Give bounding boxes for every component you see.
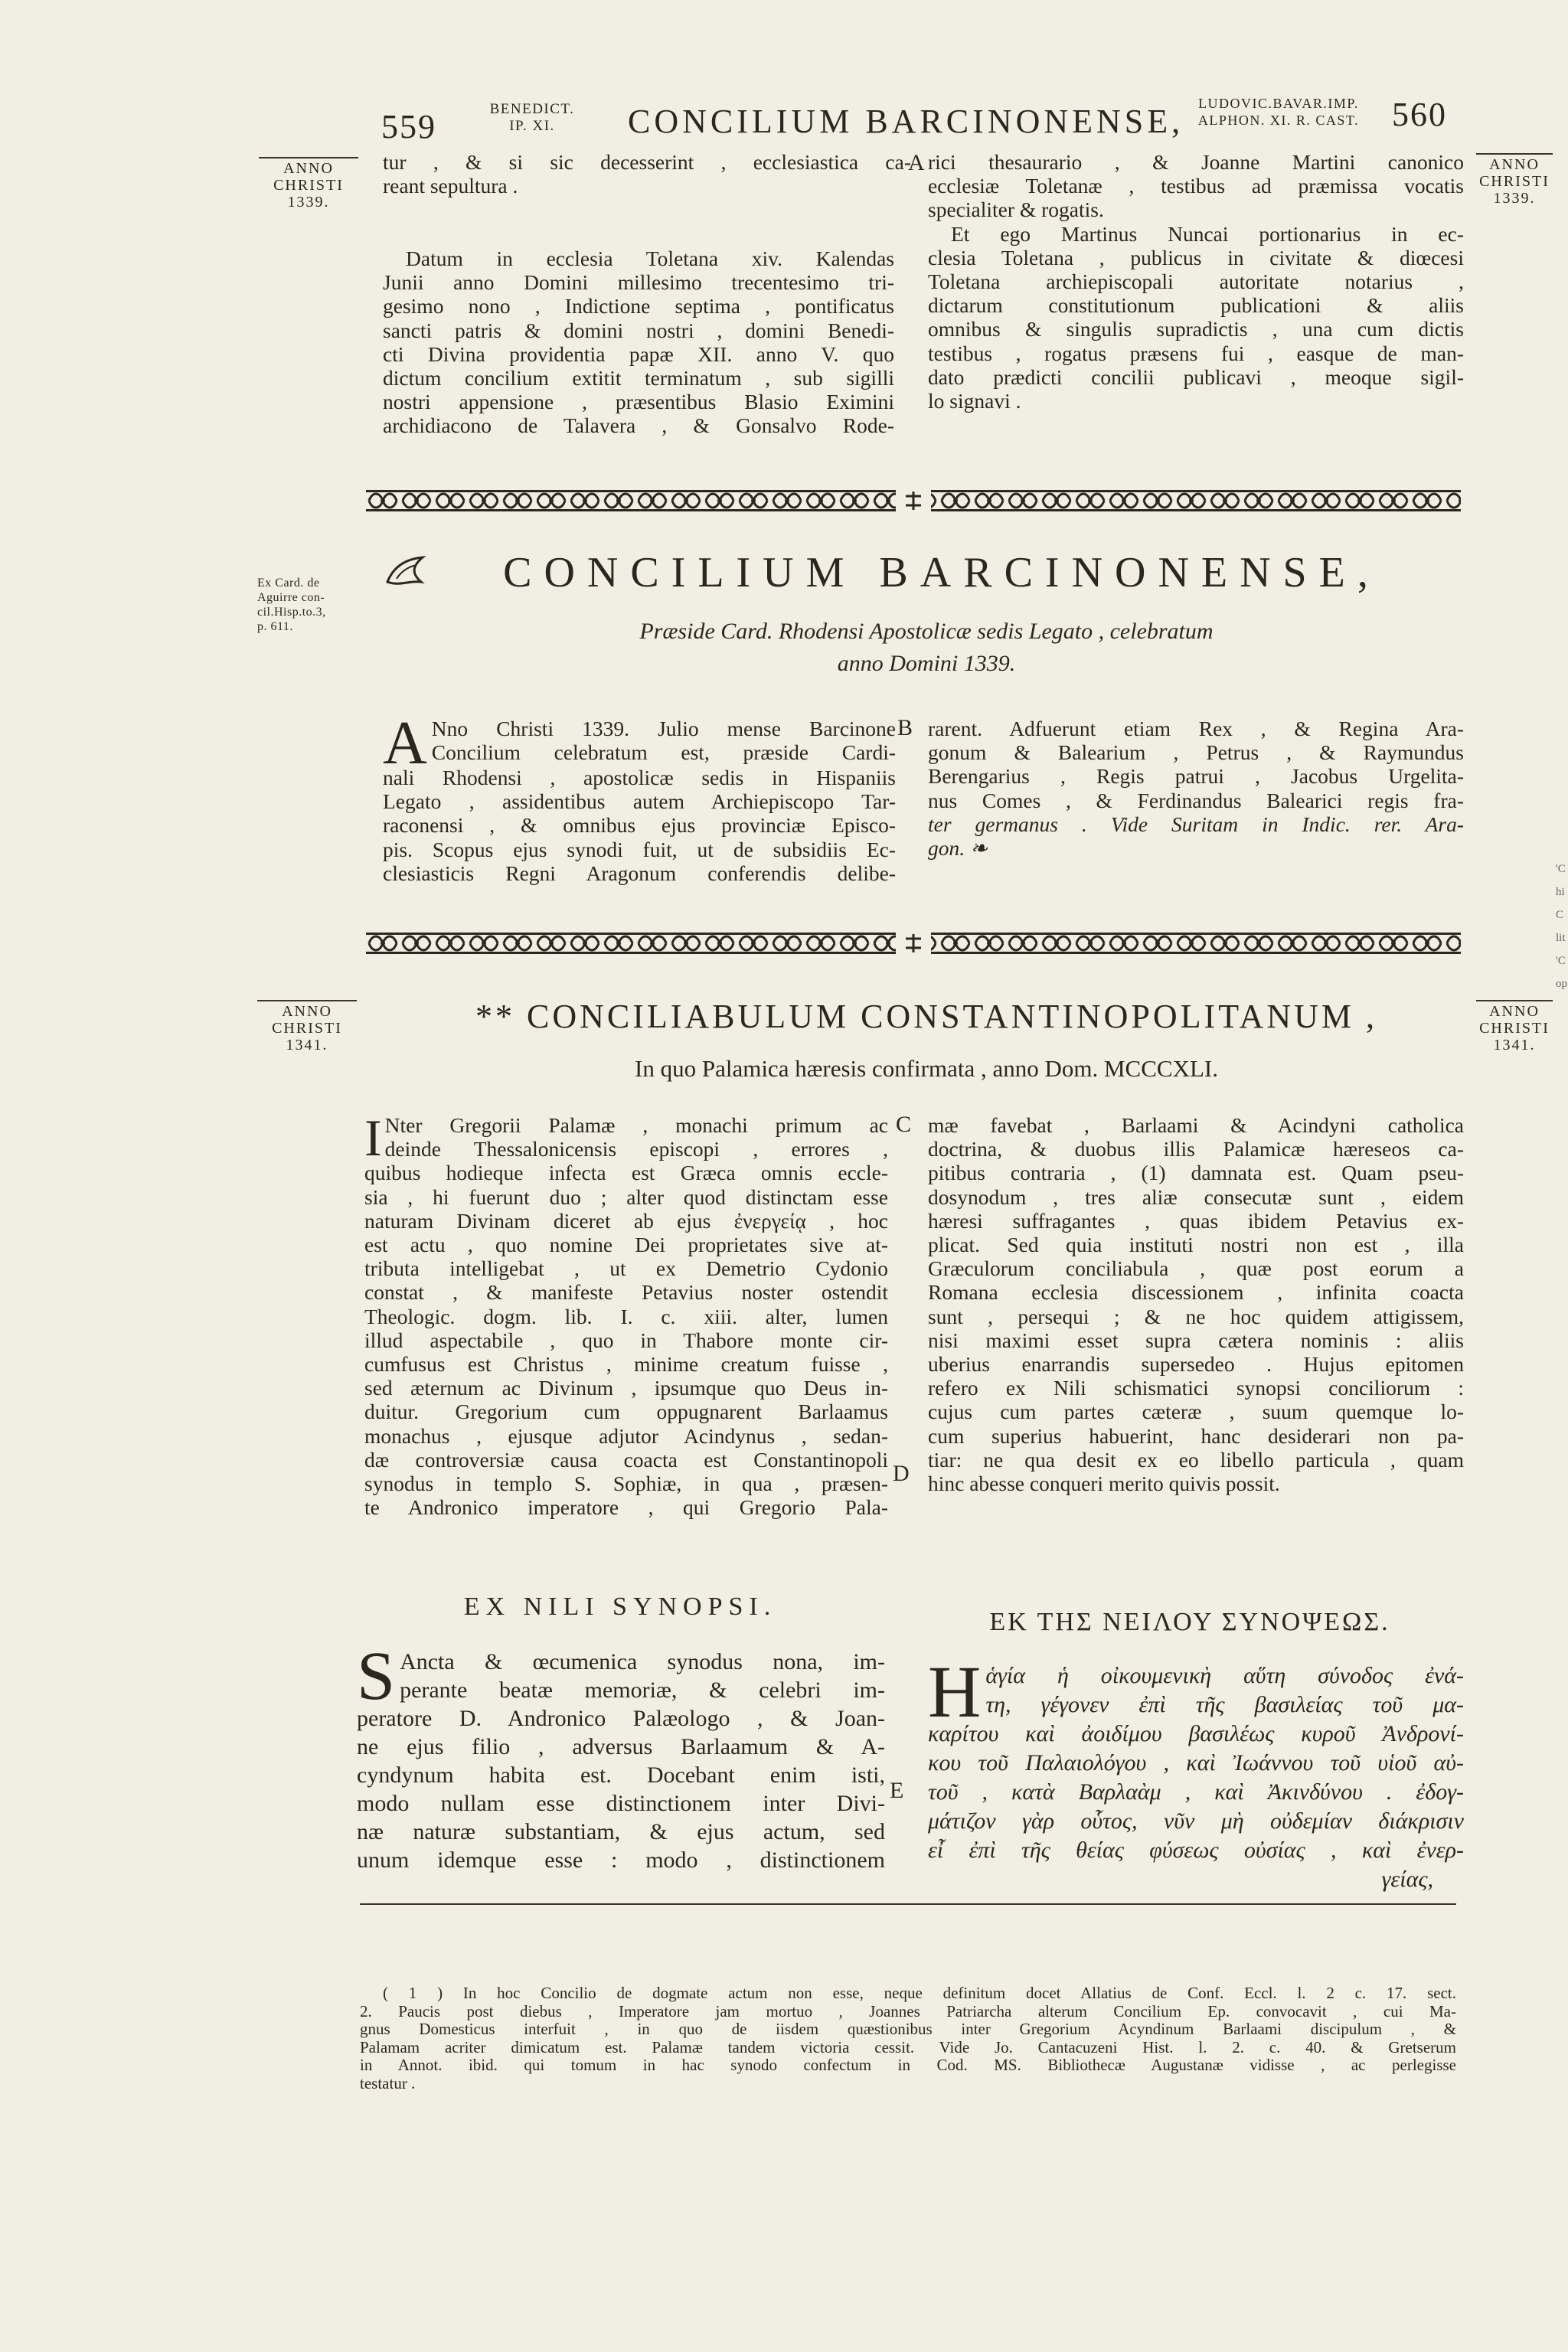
column-letter-c: C [896,1112,912,1137]
left-page-number: 559 [381,108,436,145]
section-title-conciliabulum: ** CONCILIABULUM CONSTANTINOPOLITANUM , [475,998,1378,1035]
greek-heading: ΕΚ ΤΗΣ ΝΕΙΛΟΥ ΣΥΝΟΨΕΩΣ. [989,1608,1390,1636]
margin-anno-right-1: ANNO CHRISTI 1339. [1476,153,1553,207]
ornament-svg-2 [366,933,1461,954]
section3-subtitle: In quo Palamica hæresis confirmata , anno Dom. MCCCXLI. [635,1055,1218,1082]
top-right-column: rici thesaurario , & Joanne Martini canonico ecclesiæ Toletanæ , testibus ad præmissa vocatis specialiter & rogatis. Et ego Martinus Nuncai portionarius in ec- clesia Toletana , publicus in civitate & diœcesi Toletana archiepiscopali autoritate notarius , dictarum constitutionum publicationi & aliis omnibus & singulis supradictis , una cum dictis testibus , rogatus præsens fui , easque de man- dato prædicti concilii publicavi , meoque sigil- lo signavi . [928,150,1464,413]
column-letter-e: E [890,1778,904,1803]
fleuron-icon: ❧ [970,836,988,861]
margin-source-note: Ex Card. de Aguirre con- cil.Hisp.to.3, p. 611. [257,577,326,633]
left-running-head: BENEDICT. IP. XI. [489,101,575,134]
ornamental-band [366,490,1461,511]
margin-anno-left-2: ANNO CHRISTI 1341. [257,1000,357,1054]
footnote: ( 1 ) In hoc Concilio de dogmate actum non esse, neque definitum docet Allatius de Conf. Eccl. l. 2 c. 17. sect. 2. Paucis post diebus , Imperatore jam mortuo , Joannes Patriarcha alterum Concilium Ep. convocavit , cui Ma- gnus Domesticus interfuit , in quo de iisdem quæstionibus inter Gregorium Acyndinum Barlaami discipulum , & Palamam acriter dimicatum est. Palamæ tandem victoria cessit. Vide Jo. Cantacuzeni Hist. l. 2. c. 40. & Gretserum in Annot. ibid. qui tomum in hac synodo confectum in Cod. MS. Bibliothecæ Augustanæ vidisse , ac perlegisse testatur . [360,1984,1456,2092]
footnote-rule [360,1903,1456,1905]
section3-right-column: mæ favebat , Barlaami & Acindyni catholica doctrina, & duobus illis Palamicæ hæreseos ca- pitibus contraria , (1) damnata est. Quam pseu- dosynodum , tres aliæ consecutæ sunt , eidem hæresi suffragantes , quas ibidem Petavius ex- plicat. Sed quia instituti nostri non est , illa Græculorum conciliabula , quæ post eorum a Romana ecclesia discessionem , infinita coacta sunt , persequi ; & ne hoc quidem attigissem, nisi maximi esset supra cætera nominis : aliis uberius enarrandis supersedeo . Hujus epitomen refero ex Nili schismatici synopsi conciliorum : cujus cum partes cæteræ , suum quemque lo- cum superius habuerint, hanc desiderari non pa- tiar: ne qua desit ex eo libello particula , quam hinc abesse conqueri merito quivis possit. [928,1113,1464,1496]
column-letter-b: B [897,715,913,740]
hand-fleuron-icon [383,551,429,593]
right-page-number: 560 [1392,96,1447,133]
column-letter-d: D [893,1461,910,1486]
section2-left-column: A Nno Christi 1339. Julio mense Barcinone Concilium celebratum est, præside Cardi- nali Rhodensi , apostolicæ sedis in Hispaniis Legato , assidentibus autem Archiepiscopo Tar- raconensi , & omnibus ejus provinciæ Episco- pis. Scopus ejus synodi fuit, ut de subsidiis Ec- clesiasticis Regni Aragonum conferendis delibe- [383,710,896,885]
adjacent-page-edge: 'C hi C lit 'C op [1556,863,1567,990]
latin-heading: EX NILI SYNOPSI. [463,1592,777,1621]
ornament-svg [366,490,1461,511]
top-left-column: tur , & si sic decesserint , ecclesiastica ca- reant sepultura . [383,150,911,198]
ornamental-band-2 [366,933,1461,954]
greek-synopsis-column: Η ἁγία ἡ οἰκουμενικὴ αὕτη σύνοδος ἐνά- τη, γέγονεν ἐπὶ τῆς βασιλείας τοῦ μα- καρίτου καὶ ἀοιδίμου βασιλέως κυροῦ Ἀνδρονί- κου τοῦ Παλαιολόγου , καὶ Ἰωάννου τοῦ υἱοῦ αὐ- τοῦ , κατὰ Βαρλαὰμ , καὶ Ἀκινδύνου . ἐδογ- μάτιζον γὰρ οὗτος, νῦν μὴ οὐδεμίαν διάκρισιν εἶ ἐπὶ τῆς θείας φύσεως οὐσίας , καὶ ἐνερ- γείας, [928,1651,1464,1892]
margin-anno-right-2: ANNO CHRISTI 1341. [1476,1000,1553,1054]
latin-synopsis-column: S Ancta & œcumenica synodus nona, im- perante beatæ memoriæ, & celebri im- peratore D. Andronico Palæologo , & Joan- ne ejus filio , adversus Barlaamum & A- cyndynum habita est. Docebant enim isti, modo nullam esse distinctionem inter Divi- næ naturæ substantiam, & ejus actum, sed unum idemque esse : modo , distinctionem [357,1638,885,1873]
section-subtitle-1: Præside Card. Rhodensi Apostolicæ sedis Legato , celebratum [639,619,1214,644]
section-title-barcinonense: CONCILIUM BARCINONENSE, [503,549,1380,596]
column-letter-a: A [908,150,925,175]
margin-anno-left-1: ANNO CHRISTI 1339. [259,157,358,211]
section-subtitle-2: anno Domini 1339. [837,651,1016,676]
right-running-head: LUDOVIC.BAVAR.IMP. ALPHON. XI. R. CAST. [1197,96,1360,128]
running-title: CONCILIUM BARCINONENSE, [628,103,1184,140]
top-left-dated-paragraph: Datum in ecclesia Toletana xiv. Kalendas Junii anno Domini millesimo trecentesimo tri- gesimo nono , Indictione septima , pontificatus sancti patris & domini nostri , domini Benedi- cti Divina providentia papæ XII. anno V. quo dictum concilium extitit terminatum , sub sigilli nostri appensione , præsentibus Blasio Eximini archidiacono de Talavera , & Gonsalvo Rode- [383,247,894,438]
section2-right-column: rarent. Adfuerunt etiam Rex , & Regina Ara- gonum & Balearium , Petrus , & Raymundus Berengarius , Regis patrui , Jacobus Urgelita- nus Comes , & Ferdinandus Balearici regis fra- ter germanus . Vide Suritam in Indic. rer. Ara- gon. ❧ [928,717,1464,861]
section3-left-column: I Nter Gregorii Palamæ , monachi primum ac deinde Thessalonicensis episcopi , errores , quibus hodieque infecta est Græca omnis eccle- sia , hi fuerunt duo ; alter quod distinctam esse naturam Divinam diceret ab ejus ἐνεργείᾳ , hoc est actu , quo nomine Dei proprietates sive at- tributa intelligebat , ut ex Demetrio Cydonio constat , & manifeste Petavius noster ostendit Theologic. dogm. lib. I. c. xiii. alter, lumen illud aspectabile , quo in Thabore monte cir- cumfusus est Christus , minime creatum fuisse , sed æternum ac Divinum , ipsumque quo Deus in- duitur. Gregorium cum oppugnarent Barlaamus monachus , ejusque adjutor Acindynus , sedan- dæ controversiæ causa coacta est Constantinopoli synodus in templo S. Sophiæ, in qua , præsen- te Andronico imperatore , qui Gregorio Pala- [364,1109,888,1520]
